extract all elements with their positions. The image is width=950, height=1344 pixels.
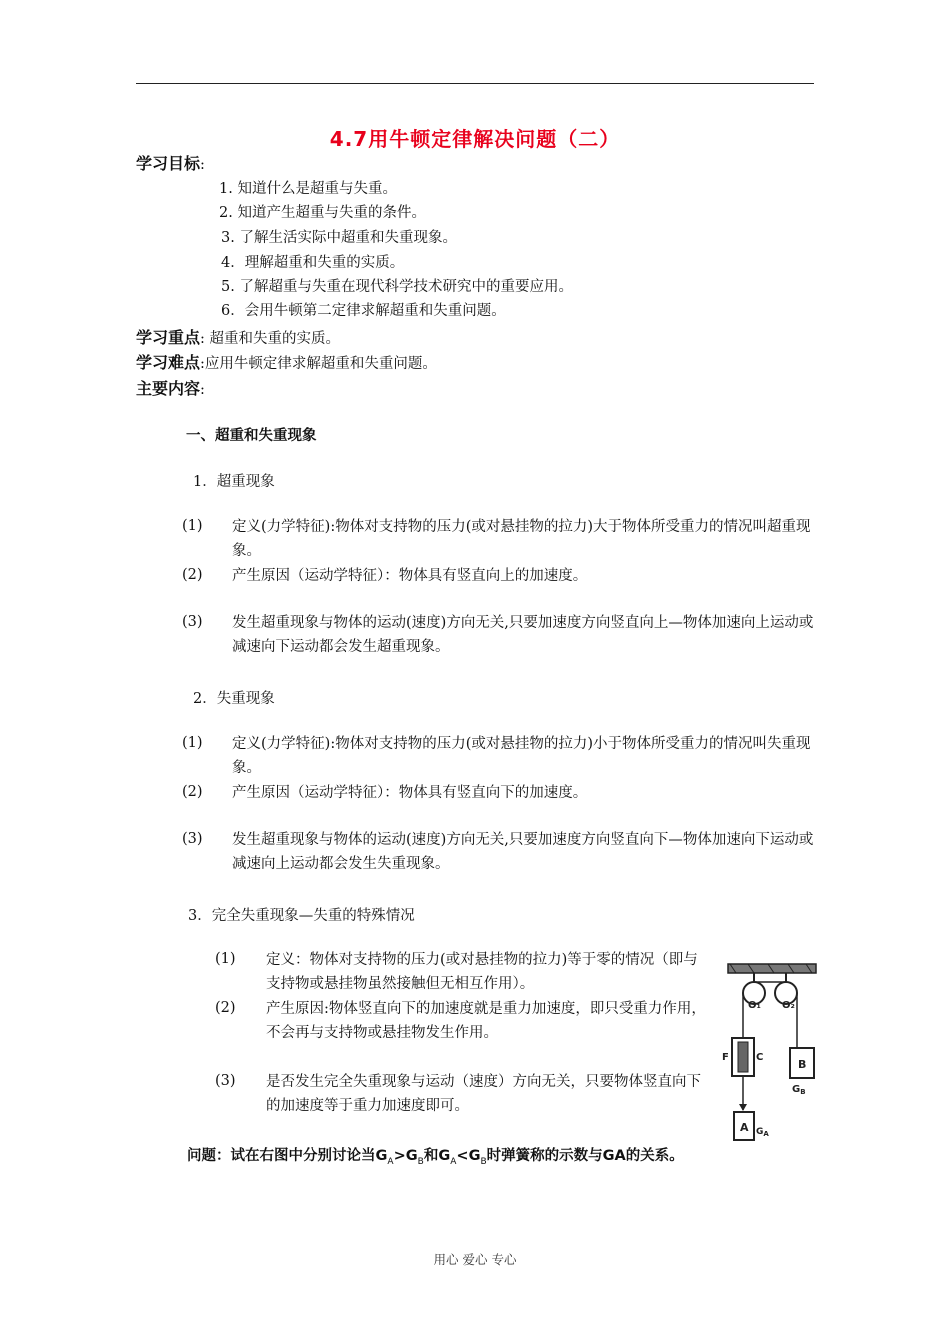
item-number: (3) (182, 614, 203, 630)
question-text: 问题：试在右图中分别讨论当$G_A>G_B$和$G_A<G_B$时弹簧称的示数与GA的关系。 (187, 1148, 684, 1167)
item-text: 发生超重现象与物体的运动(速度)方向无关,只要加速度方向竖直向上—物体加速向上运动或减速向下运动都会发生超重现象。 (232, 615, 814, 655)
item-number: (2) (182, 784, 203, 800)
label-c: C (756, 1052, 764, 1063)
key-point-line: 学习重点: 超重和失重的实质。 (136, 328, 341, 347)
item-text: 发生超重现象与物体的运动(速度)方向无关,只要加速度方向竖直向下—物体加速向下运动或减速向上运动都会发生失重现象。 (232, 832, 814, 872)
sub3-title: 3．完全失重现象—失重的特殊情况 (188, 908, 415, 924)
label-ga: $G_A$ (756, 1127, 769, 1138)
section1-title: 一、超重和失重现象 (186, 428, 317, 444)
objective-item: 2. 知道产生超重与失重的条件。 (219, 205, 426, 221)
item-number: (1) (182, 735, 203, 751)
item-number: (3) (182, 831, 203, 847)
label-f: F (722, 1052, 729, 1063)
ceiling-beam (728, 964, 816, 973)
objective-item: 4．理解超重和失重的实质。 (221, 255, 405, 271)
item-text: 产生原因:物体竖直向下的加速度就是重力加速度，即只受重力作用，不会再与支持物或悬挂物发生作用。 (266, 1001, 706, 1041)
difficulty-line: 学习难点:应用牛顿定律求解超重和失重问题。 (136, 353, 437, 372)
label-o2: O₂ (782, 1000, 795, 1011)
item-text: 定义(力学特征):物体对支持物的压力(或对悬挂物的拉力)大于物体所受重力的情况叫超重现象。 (232, 519, 811, 559)
header-rule (136, 83, 814, 84)
main-content-heading: 主要内容: (136, 379, 205, 398)
page-footer: 用心 爱心 专心 (433, 1252, 517, 1267)
sub2-title: 2．失重现象 (193, 691, 275, 707)
label-b: B (798, 1058, 807, 1071)
item-number: (1) (182, 518, 203, 534)
item-number: (2) (182, 567, 203, 583)
label-o1: O₁ (748, 1000, 761, 1011)
item-text: 产生原因（运动学特征）：物体具有竖直向下的加速度。 (232, 785, 588, 801)
item-number: (1) (215, 951, 236, 967)
item-text: 产生原因（运动学特征）：物体具有竖直向上的加速度。 (232, 568, 588, 584)
pulley-figure (718, 960, 822, 1148)
spring-coil (738, 1042, 748, 1072)
objective-item: 6．会用牛顿第二定律求解超重和失重问题。 (221, 303, 506, 319)
item-number: (3) (215, 1073, 236, 1089)
objectives-heading: 学习目标: (136, 154, 205, 173)
page-title: 4.7用牛顿定律解决问题（二） (329, 127, 621, 151)
item-text: 是否发生完全失重现象与运动（速度）方向无关，只要物体竖直向下的加速度等于重力加速度即可。 (266, 1074, 701, 1114)
arrow-down (739, 1104, 747, 1111)
item-text: 定义(力学特征):物体对支持物的压力(或对悬挂物的拉力)小于物体所受重力的情况叫失重现象。 (232, 736, 811, 776)
objective-item: 3. 了解生活实际中超重和失重现象。 (221, 230, 457, 246)
item-number: (2) (215, 1000, 236, 1016)
objective-item: 1. 知道什么是超重与失重。 (219, 181, 397, 197)
label-a: A (740, 1121, 749, 1134)
sub1-title: 1．超重现象 (193, 474, 275, 490)
label-gb: $G_B$ (792, 1084, 806, 1096)
item-text: 定义：物体对支持物的压力(或对悬挂物的拉力)等于零的情况（即与支持物或悬挂物虽然接触但无相互作用）。 (266, 952, 698, 992)
objective-item: 5. 了解超重与失重在现代科学技术研究中的重要应用。 (221, 279, 573, 295)
